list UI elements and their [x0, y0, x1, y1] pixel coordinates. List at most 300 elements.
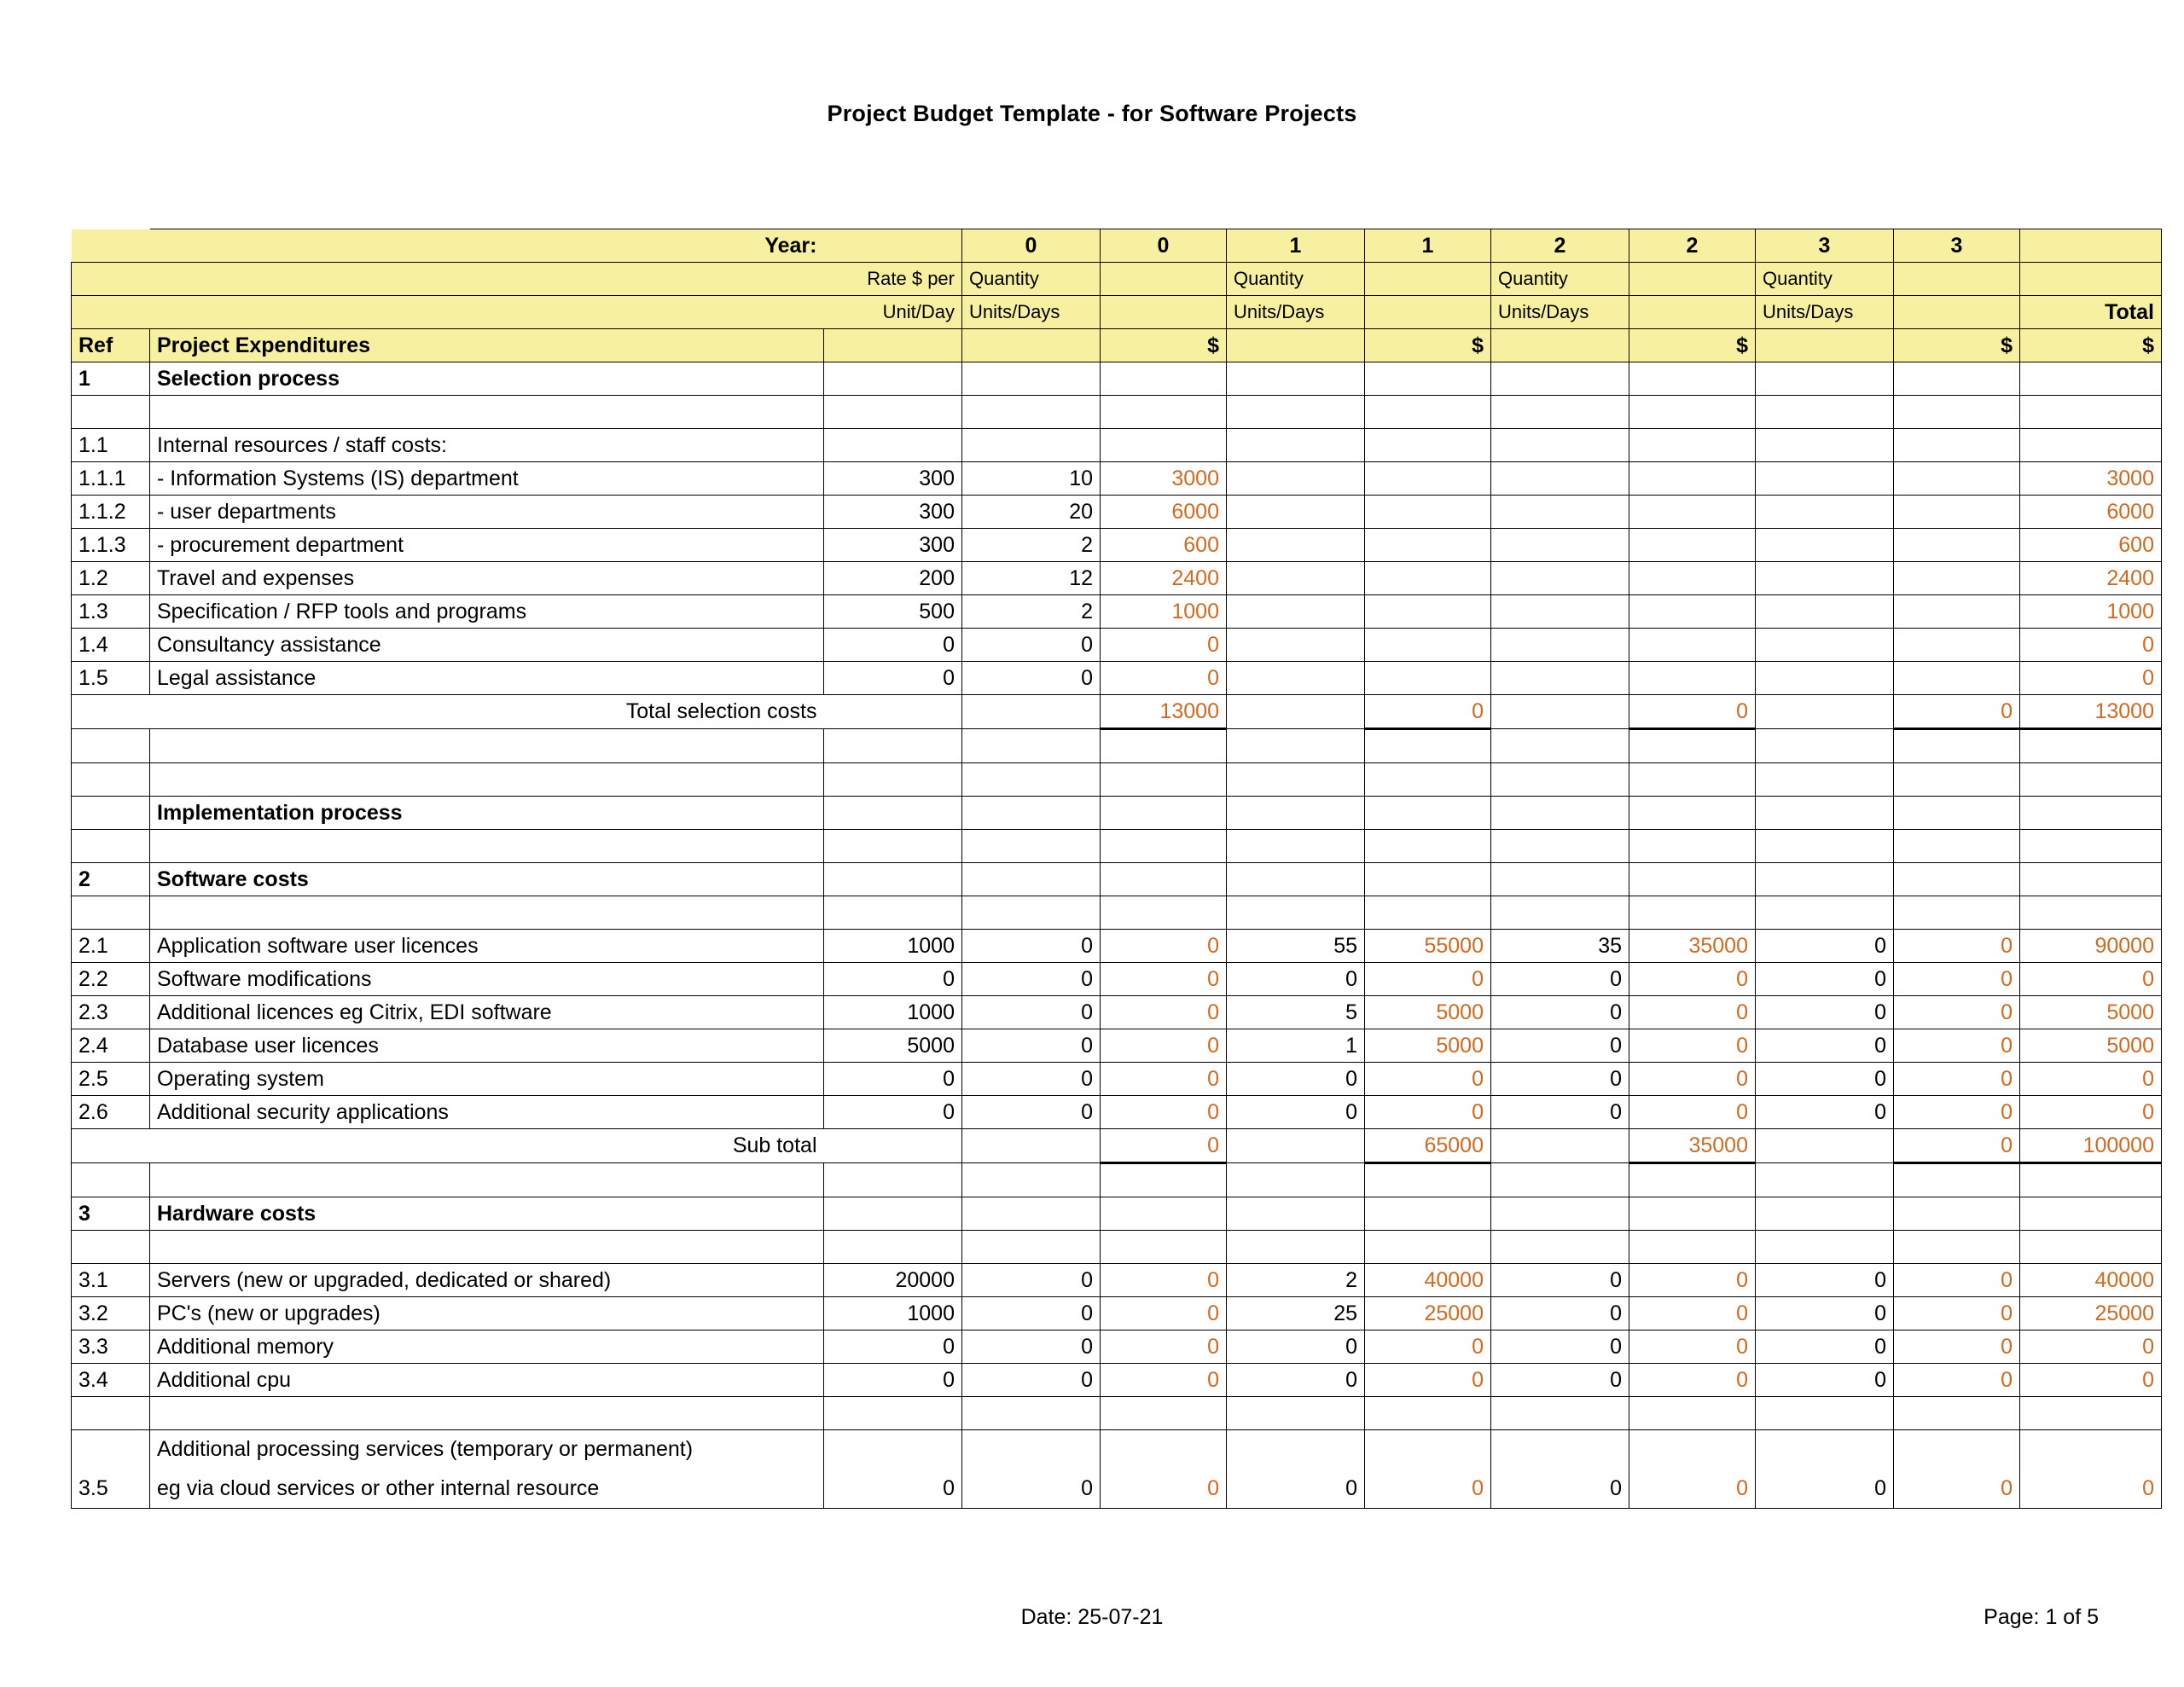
row-rate: 0	[824, 662, 962, 695]
row-total	[2020, 896, 2162, 930]
hdr-blank-a2	[1629, 263, 1756, 296]
row-desc	[150, 1231, 824, 1264]
row-q1	[1227, 529, 1365, 562]
row-total: 2400	[2020, 562, 2162, 595]
row-a2	[1629, 830, 1756, 863]
row-ref	[72, 830, 150, 863]
impl-total	[2020, 797, 2162, 830]
row-q1	[1227, 896, 1365, 930]
row-a3: 0	[1894, 1297, 2020, 1330]
total-selection-a2: 0	[1629, 695, 1756, 729]
hardware-last-a3: 0	[1894, 1470, 2020, 1509]
row-q3	[1756, 462, 1894, 496]
row-q2: 0	[1491, 1330, 1629, 1364]
row-q1	[1227, 1430, 1365, 1470]
dollar-y2: $	[1629, 329, 1756, 362]
hdr2-blank-a3	[1894, 296, 2020, 329]
row-a0	[1101, 763, 1227, 797]
row-desc: Additional security applications	[150, 1096, 824, 1129]
row-q2: 0	[1491, 1029, 1629, 1063]
row-total: 6000	[2020, 496, 2162, 529]
row-q2: 0	[1491, 1264, 1629, 1297]
row-a0: 0	[1101, 1330, 1227, 1364]
row-q3	[1756, 1397, 1894, 1430]
row-a0: 3000	[1101, 462, 1227, 496]
row-rate	[824, 830, 962, 863]
row-a2: 0	[1629, 1029, 1756, 1063]
dollar-total: $	[2020, 329, 2162, 362]
sw-a3	[1894, 863, 2020, 896]
subtotal-q3	[1756, 1129, 1894, 1163]
row-rate	[824, 1397, 962, 1430]
row-q2	[1491, 1231, 1629, 1264]
quantity-label-y0: Quantity	[962, 263, 1101, 296]
row-q0	[962, 1430, 1101, 1470]
row-rate	[824, 1163, 962, 1197]
row-q3	[1756, 662, 1894, 695]
row-q1	[1227, 595, 1365, 629]
row-q0: 2	[962, 595, 1101, 629]
row-q0	[962, 396, 1101, 429]
row-desc: Selection process	[150, 362, 824, 396]
hardware-last-q2: 0	[1491, 1470, 1629, 1509]
row-ref: 1.1.2	[72, 496, 150, 529]
row-q2	[1491, 362, 1629, 396]
row-a3	[1894, 1163, 2020, 1197]
row-a0	[1101, 830, 1227, 863]
row-a1	[1365, 462, 1491, 496]
row-q3	[1756, 496, 1894, 529]
row-q2	[1491, 496, 1629, 529]
row-rate: 1000	[824, 996, 962, 1029]
row-total: 0	[2020, 1063, 2162, 1096]
software-subtotal-a0: 0	[1101, 1129, 1227, 1163]
table-row	[72, 562, 2162, 595]
table-row	[72, 729, 2162, 763]
subtotal-rate	[824, 1129, 962, 1163]
hdr3-blank-q2	[1491, 329, 1629, 362]
row-rate	[824, 429, 962, 462]
row-ref: 3.3	[72, 1330, 150, 1364]
row-ref: 1.1	[72, 429, 150, 462]
impl-a0	[1101, 797, 1227, 830]
software-subtotal-row	[72, 1129, 2162, 1163]
table-row	[72, 462, 2162, 496]
year-1-qty: 1	[1227, 229, 1365, 263]
row-a3	[1894, 629, 2020, 662]
row-a2	[1629, 595, 1756, 629]
row-a1: 0	[1365, 1364, 1491, 1397]
subtotal-q0	[962, 1129, 1101, 1163]
row-q1	[1227, 729, 1365, 763]
row-desc	[150, 396, 824, 429]
row-q0	[962, 1397, 1101, 1430]
row-desc	[150, 729, 824, 763]
row-a0: 0	[1101, 930, 1227, 963]
row-q2	[1491, 830, 1629, 863]
row-a2	[1629, 629, 1756, 662]
impl-q1	[1227, 797, 1365, 830]
sw-q0	[962, 863, 1101, 896]
row-a2: 0	[1629, 1063, 1756, 1096]
year-3-qty: 3	[1756, 229, 1894, 263]
sw-q3	[1756, 863, 1894, 896]
row-a1	[1365, 529, 1491, 562]
year-label-pad2	[824, 229, 962, 263]
total-col-blank	[2020, 229, 2162, 263]
total-sel-rate	[824, 695, 962, 729]
row-q0: 0	[962, 1264, 1101, 1297]
table-row	[72, 896, 2162, 930]
row-a3	[1894, 763, 2020, 797]
row-a1: 0	[1365, 963, 1491, 996]
row-total	[2020, 429, 2162, 462]
row-ref: 3.4	[72, 1364, 150, 1397]
row-rate: 0	[824, 963, 962, 996]
row-q1: 0	[1227, 963, 1365, 996]
row-a2: 0	[1629, 1096, 1756, 1129]
row-a3	[1894, 896, 2020, 930]
row-q3	[1756, 595, 1894, 629]
row-q1	[1227, 830, 1365, 863]
row-a3	[1894, 1231, 2020, 1264]
row-a2	[1629, 763, 1756, 797]
row-q2: 0	[1491, 996, 1629, 1029]
row-q0	[962, 362, 1101, 396]
row-a0: 0	[1101, 1264, 1227, 1297]
year-label: Year:	[150, 229, 824, 263]
hdr3-blank-q1	[1227, 329, 1365, 362]
row-a0: 0	[1101, 963, 1227, 996]
impl-q0	[962, 797, 1101, 830]
table-row	[72, 362, 2162, 396]
row-a1	[1365, 662, 1491, 695]
row-q0: 0	[962, 1364, 1101, 1397]
sw-total	[2020, 863, 2162, 896]
row-total	[2020, 1231, 2162, 1264]
row-q0	[962, 1163, 1101, 1197]
software-subtotal-a1: 65000	[1365, 1129, 1491, 1163]
row-desc	[150, 896, 824, 930]
table-row	[72, 830, 2162, 863]
row-q1: 0	[1227, 1330, 1365, 1364]
quantity-label-y1: Quantity	[1227, 263, 1365, 296]
row-a1	[1365, 1163, 1491, 1197]
row-a1	[1365, 562, 1491, 595]
row-ref	[72, 1430, 150, 1470]
row-a0: 0	[1101, 1364, 1227, 1397]
units-label-y0: Units/Days	[962, 296, 1101, 329]
total-label: Total	[2020, 296, 2162, 329]
row-q2	[1491, 462, 1629, 496]
row-a2: 0	[1629, 963, 1756, 996]
row-q2	[1491, 662, 1629, 695]
row-total: 0	[2020, 963, 2162, 996]
hdr3-blank-q3	[1756, 329, 1894, 362]
row-rate: 0	[824, 1063, 962, 1096]
row-a0: 1000	[1101, 595, 1227, 629]
row-q1: 0	[1227, 1364, 1365, 1397]
row-a2: 0	[1629, 1364, 1756, 1397]
row-total: 5000	[2020, 996, 2162, 1029]
row-total: 0	[2020, 629, 2162, 662]
year-1-amt: 1	[1365, 229, 1491, 263]
table-row	[72, 429, 2162, 462]
expenditures-header: Project Expenditures	[150, 329, 824, 362]
row-total: 40000	[2020, 1264, 2162, 1297]
row-a1	[1365, 1231, 1491, 1264]
row-q3	[1756, 362, 1894, 396]
row-rate	[824, 1231, 962, 1264]
row-q0: 0	[962, 662, 1101, 695]
table-row	[72, 629, 2162, 662]
row-a2	[1629, 1163, 1756, 1197]
table-row	[72, 1297, 2162, 1330]
row-q0: 0	[962, 1063, 1101, 1096]
hw-q0	[962, 1197, 1101, 1231]
row-a0	[1101, 1231, 1227, 1264]
hw-q1	[1227, 1197, 1365, 1231]
row-a0: 0	[1101, 629, 1227, 662]
row-q3	[1756, 729, 1894, 763]
dollar-y1: $	[1365, 329, 1491, 362]
row-q1: 0	[1227, 1063, 1365, 1096]
row-q3	[1756, 763, 1894, 797]
row-ref: 2.4	[72, 1029, 150, 1063]
row-total: 600	[2020, 529, 2162, 562]
software-subtotal-a3: 0	[1894, 1129, 2020, 1163]
row-a1	[1365, 1397, 1491, 1430]
implementation-row	[72, 797, 2162, 830]
table-row	[72, 1063, 2162, 1096]
hdr-blank-desc	[150, 263, 824, 296]
row-a1	[1365, 429, 1491, 462]
row-q2	[1491, 529, 1629, 562]
sw-q1	[1227, 863, 1365, 896]
row-desc: PC's (new or upgrades)	[150, 1297, 824, 1330]
row-a2: 0	[1629, 1330, 1756, 1364]
row-a1	[1365, 729, 1491, 763]
row-a3	[1894, 729, 2020, 763]
hdr3-blank-rate	[824, 329, 962, 362]
row-desc: Additional memory	[150, 1330, 824, 1364]
row-desc: Travel and expenses	[150, 562, 824, 595]
row-ref: 1.4	[72, 629, 150, 662]
row-desc	[150, 830, 824, 863]
row-a0	[1101, 396, 1227, 429]
row-a1	[1365, 830, 1491, 863]
implementation-label: Implementation process	[150, 797, 824, 830]
impl-a3	[1894, 797, 2020, 830]
hardware-last-total: 0	[2020, 1470, 2162, 1509]
row-ref: 1.1.3	[72, 529, 150, 562]
row-ref: 1.1.1	[72, 462, 150, 496]
row-q1	[1227, 562, 1365, 595]
hdr2-blank-a2	[1629, 296, 1756, 329]
year-2-qty: 2	[1491, 229, 1629, 263]
hdr2-blank-a1	[1365, 296, 1491, 329]
hdr2-blank-desc	[150, 296, 824, 329]
table-row	[72, 930, 2162, 963]
row-a1: 25000	[1365, 1297, 1491, 1330]
row-ref: 2.2	[72, 963, 150, 996]
table-row	[72, 1096, 2162, 1129]
row-ref	[72, 729, 150, 763]
row-q0: 0	[962, 1297, 1101, 1330]
row-a0: 0	[1101, 662, 1227, 695]
hardware-last-q1: 0	[1227, 1470, 1365, 1509]
page-title: Project Budget Template - for Software Projects	[827, 101, 1357, 126]
row-a2	[1629, 362, 1756, 396]
row-desc	[150, 1397, 824, 1430]
table-row	[72, 496, 2162, 529]
software-subtotal-total: 100000	[2020, 1129, 2162, 1163]
row-q3: 0	[1756, 1297, 1894, 1330]
row-q1: 0	[1227, 1096, 1365, 1129]
row-q0: 10	[962, 462, 1101, 496]
row-q0: 20	[962, 496, 1101, 529]
row-desc	[150, 763, 824, 797]
row-q0: 0	[962, 930, 1101, 963]
hdr2-blank-ref	[72, 296, 150, 329]
row-q2	[1491, 396, 1629, 429]
hardware-last-ref: 3.5	[72, 1470, 150, 1509]
header-row-rate	[72, 263, 2162, 296]
sw-a1	[1365, 863, 1491, 896]
row-q1: 2	[1227, 1264, 1365, 1297]
row-total	[2020, 729, 2162, 763]
row-a1	[1365, 362, 1491, 396]
hardware-last-row-line1	[72, 1430, 2162, 1470]
quantity-label-y2: Quantity	[1491, 263, 1629, 296]
row-rate: 0	[824, 1330, 962, 1364]
section-hardware-row	[72, 1197, 2162, 1231]
row-a0	[1101, 1430, 1227, 1470]
row-rate: 20000	[824, 1264, 962, 1297]
row-total: 5000	[2020, 1029, 2162, 1063]
budget-sheet	[71, 229, 2154, 1509]
row-a2	[1629, 896, 1756, 930]
year-3-amt: 3	[1894, 229, 2020, 263]
row-q0: 0	[962, 1029, 1101, 1063]
subtotal-q2	[1491, 1129, 1629, 1163]
row-q3	[1756, 562, 1894, 595]
total-sel-ref	[72, 695, 150, 729]
row-a2: 35000	[1629, 930, 1756, 963]
row-q3: 0	[1756, 1063, 1894, 1096]
row-desc: Consultancy assistance	[150, 629, 824, 662]
total-selection-total: 13000	[2020, 695, 2162, 729]
row-rate: 300	[824, 496, 962, 529]
sw-a2	[1629, 863, 1756, 896]
software-subtotal-a2: 35000	[1629, 1129, 1756, 1163]
hdr-blank-a0	[1101, 263, 1227, 296]
hardware-section-ref: 3	[72, 1197, 150, 1231]
row-desc: Application software user licences	[150, 930, 824, 963]
row-a3	[1894, 562, 2020, 595]
row-total: 0	[2020, 1330, 2162, 1364]
impl-q2	[1491, 797, 1629, 830]
row-a3: 0	[1894, 1096, 2020, 1129]
table-row	[72, 1163, 2162, 1197]
row-a1: 5000	[1365, 996, 1491, 1029]
row-desc: - procurement department	[150, 529, 824, 562]
subtotal-q1	[1227, 1129, 1365, 1163]
row-desc: Internal resources / staff costs:	[150, 429, 824, 462]
row-rate: 300	[824, 462, 962, 496]
row-q2	[1491, 429, 1629, 462]
row-desc: Servers (new or upgraded, dedicated or shared)	[150, 1264, 824, 1297]
row-q1	[1227, 396, 1365, 429]
row-ref	[72, 1163, 150, 1197]
row-a3: 0	[1894, 1063, 2020, 1096]
impl-q3	[1756, 797, 1894, 830]
row-q2	[1491, 629, 1629, 662]
total-selection-a3: 0	[1894, 695, 2020, 729]
row-a3: 0	[1894, 996, 2020, 1029]
row-q1	[1227, 462, 1365, 496]
row-a3	[1894, 662, 2020, 695]
table-row	[72, 1264, 2162, 1297]
row-a2	[1629, 529, 1756, 562]
row-q2: 0	[1491, 963, 1629, 996]
rate-label-line1: Rate $ per	[824, 263, 962, 296]
hdr2-blank-a0	[1101, 296, 1227, 329]
row-a0	[1101, 362, 1227, 396]
row-q0	[962, 830, 1101, 863]
row-rate	[824, 729, 962, 763]
row-q0	[962, 763, 1101, 797]
table-row	[72, 1231, 2162, 1264]
row-a2	[1629, 396, 1756, 429]
row-q0	[962, 729, 1101, 763]
row-a2	[1629, 662, 1756, 695]
row-q1	[1227, 1163, 1365, 1197]
row-q1: 1	[1227, 1029, 1365, 1063]
row-q2	[1491, 763, 1629, 797]
year-0-qty: 0	[962, 229, 1101, 263]
total-sel-q1	[1227, 695, 1365, 729]
row-rate: 300	[824, 529, 962, 562]
dollar-y3: $	[1894, 329, 2020, 362]
row-rate	[824, 396, 962, 429]
row-total: 1000	[2020, 595, 2162, 629]
row-total: 3000	[2020, 462, 2162, 496]
row-rate	[824, 1430, 962, 1470]
row-a2	[1629, 1430, 1756, 1470]
hw-a3	[1894, 1197, 2020, 1231]
year-2-amt: 2	[1629, 229, 1756, 263]
row-ref	[72, 396, 150, 429]
hardware-last-rate: 0	[824, 1470, 962, 1509]
row-ref: 3.1	[72, 1264, 150, 1297]
hdr-blank-total	[2020, 263, 2162, 296]
row-q3	[1756, 896, 1894, 930]
dollar-y0: $	[1101, 329, 1227, 362]
row-rate: 1000	[824, 1297, 962, 1330]
subtotal-ref	[72, 1129, 150, 1163]
row-q2: 0	[1491, 1063, 1629, 1096]
row-q0: 0	[962, 1096, 1101, 1129]
hw-rate	[824, 1197, 962, 1231]
row-a0: 0	[1101, 1096, 1227, 1129]
table-row	[72, 595, 2162, 629]
hw-q2	[1491, 1197, 1629, 1231]
row-total: 90000	[2020, 930, 2162, 963]
row-q0: 0	[962, 996, 1101, 1029]
row-ref: 2.1	[72, 930, 150, 963]
hardware-last-q3: 0	[1756, 1470, 1894, 1509]
